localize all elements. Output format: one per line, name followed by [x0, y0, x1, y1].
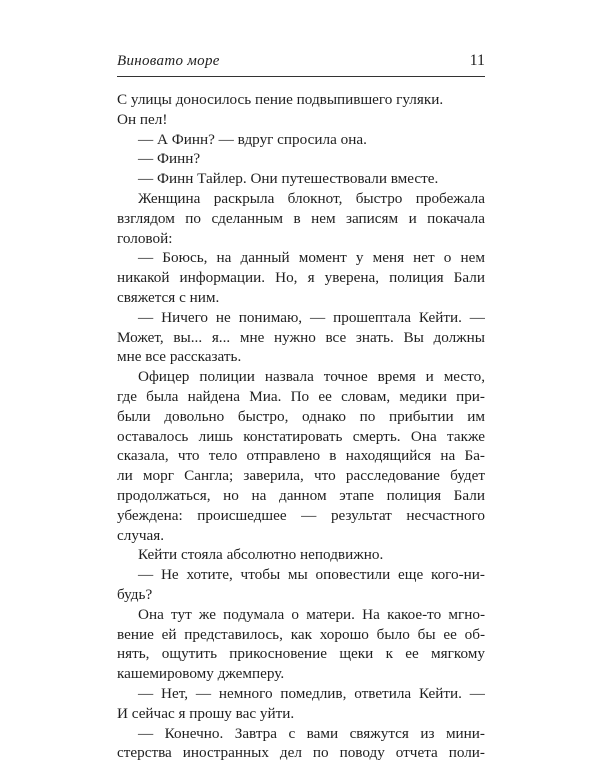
- text-line: убеждена: происшедшее — результат несчастного: [117, 506, 485, 524]
- header-divider: [117, 76, 485, 77]
- text-line: Женщина раскрыла блокнот, быстро пробежала: [138, 189, 485, 207]
- text-line: нять, ощутить прикосновение щеки к ее мягкому: [117, 645, 485, 663]
- text-line: — Финн?: [138, 150, 201, 168]
- text-line: где была найдена Миа. По ее словам, медики при-: [117, 387, 485, 405]
- text-line: Может, вы... я... мне нужно все знать. Вы должны: [117, 328, 485, 346]
- text-line: продолжаться, но на данном этапе полиция Бали: [117, 486, 485, 504]
- text-line: — Ничего не понимаю, — прошептала Кейти. —: [138, 308, 485, 326]
- text-line: стерства иностранных дел по поводу отчета поли-: [117, 744, 485, 762]
- text-line: мне все рассказать.: [117, 348, 242, 366]
- text-line: И сейчас я прошу вас уйти.: [117, 704, 295, 722]
- running-header: [117, 53, 485, 75]
- text-line: свяжется с ним.: [117, 288, 220, 306]
- text-line: оставалось лишь констатировать смерть. Она также: [117, 427, 485, 445]
- body-text: [117, 90, 485, 763]
- text-line: были довольно быстро, однако по прибытии им: [117, 407, 485, 425]
- page-number: 11: [469, 52, 485, 69]
- text-line: ли морг Сангла; заверила, что расследование будет: [117, 467, 485, 485]
- text-line: будь?: [117, 585, 153, 603]
- text-line: сказала, что тело отправлено в находящийся на Ба-: [117, 447, 485, 465]
- text-line: взглядом по сделанным в нем записям и покачала: [117, 209, 485, 227]
- text-line: — Конечно. Завтра с вами свяжутся из мини-: [138, 724, 485, 742]
- text-line: — Не хотите, чтобы мы оповестили еще кого-ни-: [138, 566, 485, 584]
- text-line: случая.: [117, 526, 165, 544]
- text-line: С улицы доносилось пение подвыпившего гуляки.: [117, 91, 444, 108]
- text-line: Он пел!: [117, 110, 168, 128]
- book-title: Виновато море: [117, 53, 220, 69]
- text-line: Кейти стояла абсолютно неподвижно.: [138, 546, 384, 564]
- text-line: Она тут же подумала о матери. На какое-то мгно-: [138, 605, 485, 623]
- text-line: Офицер полиции назвала точное время и место,: [138, 368, 485, 386]
- text-line: головой:: [117, 229, 173, 247]
- text-line: никакой информации. Но, я уверена, полиция Бали: [117, 269, 485, 287]
- text-line: — Финн Тайлер. Они путешествовали вместе.: [138, 170, 439, 188]
- text-line: — А Финн? — вдруг спросила она.: [138, 130, 367, 148]
- text-line: кашемировому джемперу.: [117, 665, 285, 683]
- text-line: — Боюсь, на данный момент у меня нет о нем: [138, 249, 485, 267]
- text-line: — Нет, — немного помедлив, ответила Кейти. —: [138, 684, 485, 702]
- text-line: вение ей представилось, как хорошо было бы ее об-: [117, 625, 485, 643]
